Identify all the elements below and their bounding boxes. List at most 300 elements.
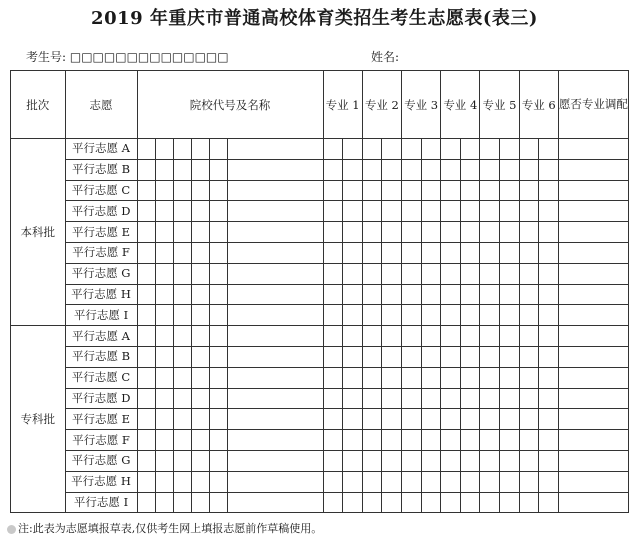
major-code-cell[interactable] xyxy=(382,388,402,409)
major-code-cell[interactable] xyxy=(460,388,480,409)
major-code-cell[interactable] xyxy=(362,471,382,492)
major-code-cell[interactable] xyxy=(460,284,480,305)
school-code-cell[interactable] xyxy=(137,284,155,305)
major-code-cell[interactable] xyxy=(343,242,363,263)
school-code-cell[interactable] xyxy=(155,471,173,492)
school-code-cell[interactable] xyxy=(155,139,173,160)
school-name-cell[interactable] xyxy=(228,284,323,305)
adjust-cell[interactable] xyxy=(558,346,628,367)
major-code-cell[interactable] xyxy=(362,201,382,222)
school-code-cell[interactable] xyxy=(192,263,210,284)
major-code-cell[interactable] xyxy=(421,471,441,492)
school-code-cell[interactable] xyxy=(173,326,191,347)
major-code-cell[interactable] xyxy=(539,367,559,388)
major-code-cell[interactable] xyxy=(460,326,480,347)
major-code-cell[interactable] xyxy=(539,346,559,367)
major-code-cell[interactable] xyxy=(500,201,520,222)
major-code-cell[interactable] xyxy=(343,430,363,451)
major-code-cell[interactable] xyxy=(460,450,480,471)
school-code-cell[interactable] xyxy=(192,471,210,492)
major-code-cell[interactable] xyxy=(421,305,441,326)
school-code-cell[interactable] xyxy=(137,263,155,284)
major-code-cell[interactable] xyxy=(500,159,520,180)
school-code-cell[interactable] xyxy=(173,159,191,180)
adjust-cell[interactable] xyxy=(558,430,628,451)
major-code-cell[interactable] xyxy=(421,242,441,263)
school-code-cell[interactable] xyxy=(155,263,173,284)
school-code-cell[interactable] xyxy=(173,471,191,492)
school-code-cell[interactable] xyxy=(155,284,173,305)
major-code-cell[interactable] xyxy=(421,346,441,367)
school-code-cell[interactable] xyxy=(173,180,191,201)
major-code-cell[interactable] xyxy=(343,450,363,471)
major-code-cell[interactable] xyxy=(480,222,500,243)
major-code-cell[interactable] xyxy=(480,492,500,513)
school-code-cell[interactable] xyxy=(173,222,191,243)
major-code-cell[interactable] xyxy=(460,180,480,201)
major-code-cell[interactable] xyxy=(343,180,363,201)
school-name-cell[interactable] xyxy=(228,492,323,513)
major-code-cell[interactable] xyxy=(500,471,520,492)
major-code-cell[interactable] xyxy=(323,450,343,471)
school-code-cell[interactable] xyxy=(192,430,210,451)
major-code-cell[interactable] xyxy=(362,492,382,513)
major-code-cell[interactable] xyxy=(500,180,520,201)
major-code-cell[interactable] xyxy=(323,263,343,284)
major-code-cell[interactable] xyxy=(343,139,363,160)
major-code-cell[interactable] xyxy=(441,242,461,263)
school-name-cell[interactable] xyxy=(228,222,323,243)
major-code-cell[interactable] xyxy=(323,430,343,451)
major-code-cell[interactable] xyxy=(480,430,500,451)
major-code-cell[interactable] xyxy=(382,326,402,347)
school-code-cell[interactable] xyxy=(210,222,228,243)
major-code-cell[interactable] xyxy=(343,388,363,409)
school-code-cell[interactable] xyxy=(210,326,228,347)
major-code-cell[interactable] xyxy=(500,139,520,160)
major-code-cell[interactable] xyxy=(362,159,382,180)
major-code-cell[interactable] xyxy=(441,139,461,160)
major-code-cell[interactable] xyxy=(460,492,480,513)
major-code-cell[interactable] xyxy=(441,180,461,201)
major-code-cell[interactable] xyxy=(539,201,559,222)
adjust-cell[interactable] xyxy=(558,263,628,284)
school-code-cell[interactable] xyxy=(173,305,191,326)
major-code-cell[interactable] xyxy=(460,222,480,243)
school-code-cell[interactable] xyxy=(137,242,155,263)
school-name-cell[interactable] xyxy=(228,409,323,430)
major-code-cell[interactable] xyxy=(421,430,441,451)
major-code-cell[interactable] xyxy=(382,159,402,180)
major-code-cell[interactable] xyxy=(519,222,539,243)
adjust-cell[interactable] xyxy=(558,471,628,492)
major-code-cell[interactable] xyxy=(382,139,402,160)
school-code-cell[interactable] xyxy=(155,326,173,347)
major-code-cell[interactable] xyxy=(362,180,382,201)
school-code-cell[interactable] xyxy=(210,388,228,409)
major-code-cell[interactable] xyxy=(323,471,343,492)
school-code-cell[interactable] xyxy=(173,284,191,305)
major-code-cell[interactable] xyxy=(480,326,500,347)
major-code-cell[interactable] xyxy=(441,222,461,243)
major-code-cell[interactable] xyxy=(500,305,520,326)
major-code-cell[interactable] xyxy=(441,305,461,326)
major-code-cell[interactable] xyxy=(401,159,421,180)
major-code-cell[interactable] xyxy=(539,180,559,201)
school-code-cell[interactable] xyxy=(155,430,173,451)
school-code-cell[interactable] xyxy=(137,180,155,201)
major-code-cell[interactable] xyxy=(401,346,421,367)
major-code-cell[interactable] xyxy=(460,430,480,451)
school-code-cell[interactable] xyxy=(173,409,191,430)
major-code-cell[interactable] xyxy=(401,388,421,409)
major-code-cell[interactable] xyxy=(539,409,559,430)
major-code-cell[interactable] xyxy=(441,471,461,492)
major-code-cell[interactable] xyxy=(343,305,363,326)
school-name-cell[interactable] xyxy=(228,263,323,284)
school-code-cell[interactable] xyxy=(137,305,155,326)
major-code-cell[interactable] xyxy=(382,430,402,451)
school-code-cell[interactable] xyxy=(155,201,173,222)
major-code-cell[interactable] xyxy=(323,388,343,409)
adjust-cell[interactable] xyxy=(558,139,628,160)
adjust-cell[interactable] xyxy=(558,180,628,201)
major-code-cell[interactable] xyxy=(421,139,441,160)
major-code-cell[interactable] xyxy=(480,367,500,388)
major-code-cell[interactable] xyxy=(323,242,343,263)
major-code-cell[interactable] xyxy=(441,346,461,367)
school-code-cell[interactable] xyxy=(137,430,155,451)
major-code-cell[interactable] xyxy=(362,139,382,160)
school-code-cell[interactable] xyxy=(137,201,155,222)
major-code-cell[interactable] xyxy=(460,159,480,180)
major-code-cell[interactable] xyxy=(323,346,343,367)
major-code-cell[interactable] xyxy=(519,201,539,222)
school-code-cell[interactable] xyxy=(192,139,210,160)
major-code-cell[interactable] xyxy=(421,284,441,305)
adjust-cell[interactable] xyxy=(558,305,628,326)
major-code-cell[interactable] xyxy=(441,388,461,409)
major-code-cell[interactable] xyxy=(460,139,480,160)
school-name-cell[interactable] xyxy=(228,346,323,367)
school-code-cell[interactable] xyxy=(173,450,191,471)
major-code-cell[interactable] xyxy=(362,263,382,284)
major-code-cell[interactable] xyxy=(343,409,363,430)
major-code-cell[interactable] xyxy=(382,242,402,263)
major-code-cell[interactable] xyxy=(421,326,441,347)
major-code-cell[interactable] xyxy=(519,450,539,471)
major-code-cell[interactable] xyxy=(539,222,559,243)
major-code-cell[interactable] xyxy=(401,139,421,160)
major-code-cell[interactable] xyxy=(519,159,539,180)
major-code-cell[interactable] xyxy=(401,471,421,492)
major-code-cell[interactable] xyxy=(519,409,539,430)
major-code-cell[interactable] xyxy=(519,305,539,326)
major-code-cell[interactable] xyxy=(460,409,480,430)
school-code-cell[interactable] xyxy=(155,409,173,430)
major-code-cell[interactable] xyxy=(500,346,520,367)
major-code-cell[interactable] xyxy=(382,450,402,471)
major-code-cell[interactable] xyxy=(500,222,520,243)
major-code-cell[interactable] xyxy=(500,450,520,471)
major-code-cell[interactable] xyxy=(323,180,343,201)
major-code-cell[interactable] xyxy=(519,367,539,388)
school-code-cell[interactable] xyxy=(192,367,210,388)
school-code-cell[interactable] xyxy=(137,139,155,160)
major-code-cell[interactable] xyxy=(323,305,343,326)
adjust-cell[interactable] xyxy=(558,388,628,409)
major-code-cell[interactable] xyxy=(343,492,363,513)
major-code-cell[interactable] xyxy=(323,222,343,243)
school-code-cell[interactable] xyxy=(210,409,228,430)
major-code-cell[interactable] xyxy=(421,388,441,409)
major-code-cell[interactable] xyxy=(441,201,461,222)
major-code-cell[interactable] xyxy=(441,326,461,347)
school-code-cell[interactable] xyxy=(173,430,191,451)
major-code-cell[interactable] xyxy=(480,242,500,263)
school-code-cell[interactable] xyxy=(210,284,228,305)
school-code-cell[interactable] xyxy=(192,346,210,367)
major-code-cell[interactable] xyxy=(343,346,363,367)
major-code-cell[interactable] xyxy=(480,409,500,430)
major-code-cell[interactable] xyxy=(539,450,559,471)
major-code-cell[interactable] xyxy=(343,222,363,243)
major-code-cell[interactable] xyxy=(539,305,559,326)
major-code-cell[interactable] xyxy=(500,263,520,284)
exam-number-field[interactable] xyxy=(26,48,229,65)
major-code-cell[interactable] xyxy=(401,367,421,388)
school-code-cell[interactable] xyxy=(137,471,155,492)
major-code-cell[interactable] xyxy=(480,263,500,284)
major-code-cell[interactable] xyxy=(382,367,402,388)
major-code-cell[interactable] xyxy=(421,492,441,513)
major-code-cell[interactable] xyxy=(441,430,461,451)
school-name-cell[interactable] xyxy=(228,139,323,160)
major-code-cell[interactable] xyxy=(421,450,441,471)
major-code-cell[interactable] xyxy=(382,284,402,305)
major-code-cell[interactable] xyxy=(362,305,382,326)
major-code-cell[interactable] xyxy=(441,450,461,471)
school-code-cell[interactable] xyxy=(210,450,228,471)
school-name-cell[interactable] xyxy=(228,450,323,471)
school-code-cell[interactable] xyxy=(173,263,191,284)
school-code-cell[interactable] xyxy=(173,346,191,367)
major-code-cell[interactable] xyxy=(362,450,382,471)
major-code-cell[interactable] xyxy=(382,346,402,367)
major-code-cell[interactable] xyxy=(323,326,343,347)
major-code-cell[interactable] xyxy=(401,180,421,201)
school-code-cell[interactable] xyxy=(210,367,228,388)
school-code-cell[interactable] xyxy=(210,305,228,326)
major-code-cell[interactable] xyxy=(343,471,363,492)
school-code-cell[interactable] xyxy=(155,159,173,180)
major-code-cell[interactable] xyxy=(362,409,382,430)
major-code-cell[interactable] xyxy=(401,409,421,430)
major-code-cell[interactable] xyxy=(382,222,402,243)
adjust-cell[interactable] xyxy=(558,367,628,388)
major-code-cell[interactable] xyxy=(539,159,559,180)
major-code-cell[interactable] xyxy=(500,430,520,451)
major-code-cell[interactable] xyxy=(519,346,539,367)
major-code-cell[interactable] xyxy=(539,492,559,513)
school-code-cell[interactable] xyxy=(155,242,173,263)
adjust-cell[interactable] xyxy=(558,409,628,430)
major-code-cell[interactable] xyxy=(441,263,461,284)
major-code-cell[interactable] xyxy=(343,201,363,222)
school-code-cell[interactable] xyxy=(155,388,173,409)
school-code-cell[interactable] xyxy=(210,492,228,513)
major-code-cell[interactable] xyxy=(421,180,441,201)
major-code-cell[interactable] xyxy=(441,367,461,388)
major-code-cell[interactable] xyxy=(539,326,559,347)
school-code-cell[interactable] xyxy=(210,139,228,160)
major-code-cell[interactable] xyxy=(421,159,441,180)
major-code-cell[interactable] xyxy=(480,388,500,409)
major-code-cell[interactable] xyxy=(460,346,480,367)
school-code-cell[interactable] xyxy=(210,430,228,451)
major-code-cell[interactable] xyxy=(500,409,520,430)
school-code-cell[interactable] xyxy=(192,284,210,305)
major-code-cell[interactable] xyxy=(539,139,559,160)
major-code-cell[interactable] xyxy=(519,180,539,201)
major-code-cell[interactable] xyxy=(362,222,382,243)
adjust-cell[interactable] xyxy=(558,222,628,243)
adjust-cell[interactable] xyxy=(558,159,628,180)
major-code-cell[interactable] xyxy=(441,159,461,180)
adjust-cell[interactable] xyxy=(558,450,628,471)
major-code-cell[interactable] xyxy=(401,201,421,222)
major-code-cell[interactable] xyxy=(460,242,480,263)
major-code-cell[interactable] xyxy=(401,305,421,326)
major-code-cell[interactable] xyxy=(519,326,539,347)
school-code-cell[interactable] xyxy=(210,159,228,180)
school-name-cell[interactable] xyxy=(228,305,323,326)
major-code-cell[interactable] xyxy=(323,159,343,180)
school-code-cell[interactable] xyxy=(192,180,210,201)
school-code-cell[interactable] xyxy=(155,492,173,513)
school-code-cell[interactable] xyxy=(173,201,191,222)
school-code-cell[interactable] xyxy=(155,222,173,243)
major-code-cell[interactable] xyxy=(441,492,461,513)
major-code-cell[interactable] xyxy=(539,263,559,284)
major-code-cell[interactable] xyxy=(343,284,363,305)
school-code-cell[interactable] xyxy=(210,180,228,201)
school-code-cell[interactable] xyxy=(137,409,155,430)
school-code-cell[interactable] xyxy=(210,263,228,284)
major-code-cell[interactable] xyxy=(343,159,363,180)
major-code-cell[interactable] xyxy=(401,492,421,513)
major-code-cell[interactable] xyxy=(500,284,520,305)
school-code-cell[interactable] xyxy=(155,367,173,388)
school-code-cell[interactable] xyxy=(137,367,155,388)
school-code-cell[interactable] xyxy=(155,180,173,201)
school-code-cell[interactable] xyxy=(137,492,155,513)
major-code-cell[interactable] xyxy=(480,450,500,471)
major-code-cell[interactable] xyxy=(362,326,382,347)
major-code-cell[interactable] xyxy=(401,450,421,471)
major-code-cell[interactable] xyxy=(382,201,402,222)
major-code-cell[interactable] xyxy=(460,201,480,222)
major-code-cell[interactable] xyxy=(460,305,480,326)
major-code-cell[interactable] xyxy=(519,430,539,451)
school-code-cell[interactable] xyxy=(155,450,173,471)
major-code-cell[interactable] xyxy=(421,201,441,222)
school-name-cell[interactable] xyxy=(228,430,323,451)
adjust-cell[interactable] xyxy=(558,201,628,222)
major-code-cell[interactable] xyxy=(441,284,461,305)
major-code-cell[interactable] xyxy=(323,492,343,513)
school-code-cell[interactable] xyxy=(173,139,191,160)
major-code-cell[interactable] xyxy=(343,263,363,284)
major-code-cell[interactable] xyxy=(343,326,363,347)
major-code-cell[interactable] xyxy=(480,201,500,222)
name-field[interactable] xyxy=(371,48,399,65)
major-code-cell[interactable] xyxy=(382,409,402,430)
major-code-cell[interactable] xyxy=(401,430,421,451)
major-code-cell[interactable] xyxy=(519,284,539,305)
major-code-cell[interactable] xyxy=(382,305,402,326)
major-code-cell[interactable] xyxy=(539,388,559,409)
school-code-cell[interactable] xyxy=(137,388,155,409)
major-code-cell[interactable] xyxy=(480,346,500,367)
major-code-cell[interactable] xyxy=(480,284,500,305)
school-code-cell[interactable] xyxy=(137,450,155,471)
school-name-cell[interactable] xyxy=(228,471,323,492)
school-code-cell[interactable] xyxy=(192,450,210,471)
major-code-cell[interactable] xyxy=(500,367,520,388)
major-code-cell[interactable] xyxy=(362,388,382,409)
school-name-cell[interactable] xyxy=(228,388,323,409)
major-code-cell[interactable] xyxy=(519,263,539,284)
adjust-cell[interactable] xyxy=(558,492,628,513)
major-code-cell[interactable] xyxy=(500,492,520,513)
major-code-cell[interactable] xyxy=(519,242,539,263)
school-code-cell[interactable] xyxy=(173,388,191,409)
major-code-cell[interactable] xyxy=(480,180,500,201)
major-code-cell[interactable] xyxy=(323,201,343,222)
major-code-cell[interactable] xyxy=(421,263,441,284)
school-code-cell[interactable] xyxy=(137,346,155,367)
adjust-cell[interactable] xyxy=(558,284,628,305)
school-code-cell[interactable] xyxy=(192,388,210,409)
school-name-cell[interactable] xyxy=(228,367,323,388)
school-code-cell[interactable] xyxy=(192,326,210,347)
school-code-cell[interactable] xyxy=(210,242,228,263)
major-code-cell[interactable] xyxy=(480,139,500,160)
school-code-cell[interactable] xyxy=(155,305,173,326)
major-code-cell[interactable] xyxy=(362,284,382,305)
school-code-cell[interactable] xyxy=(192,492,210,513)
major-code-cell[interactable] xyxy=(323,409,343,430)
major-code-cell[interactable] xyxy=(362,430,382,451)
major-code-cell[interactable] xyxy=(362,242,382,263)
major-code-cell[interactable] xyxy=(382,471,402,492)
major-code-cell[interactable] xyxy=(401,263,421,284)
school-code-cell[interactable] xyxy=(192,159,210,180)
major-code-cell[interactable] xyxy=(362,367,382,388)
major-code-cell[interactable] xyxy=(421,367,441,388)
major-code-cell[interactable] xyxy=(460,367,480,388)
major-code-cell[interactable] xyxy=(343,367,363,388)
major-code-cell[interactable] xyxy=(539,430,559,451)
major-code-cell[interactable] xyxy=(421,222,441,243)
school-code-cell[interactable] xyxy=(192,201,210,222)
school-code-cell[interactable] xyxy=(137,326,155,347)
major-code-cell[interactable] xyxy=(323,139,343,160)
school-code-cell[interactable] xyxy=(192,242,210,263)
major-code-cell[interactable] xyxy=(382,263,402,284)
major-code-cell[interactable] xyxy=(401,242,421,263)
